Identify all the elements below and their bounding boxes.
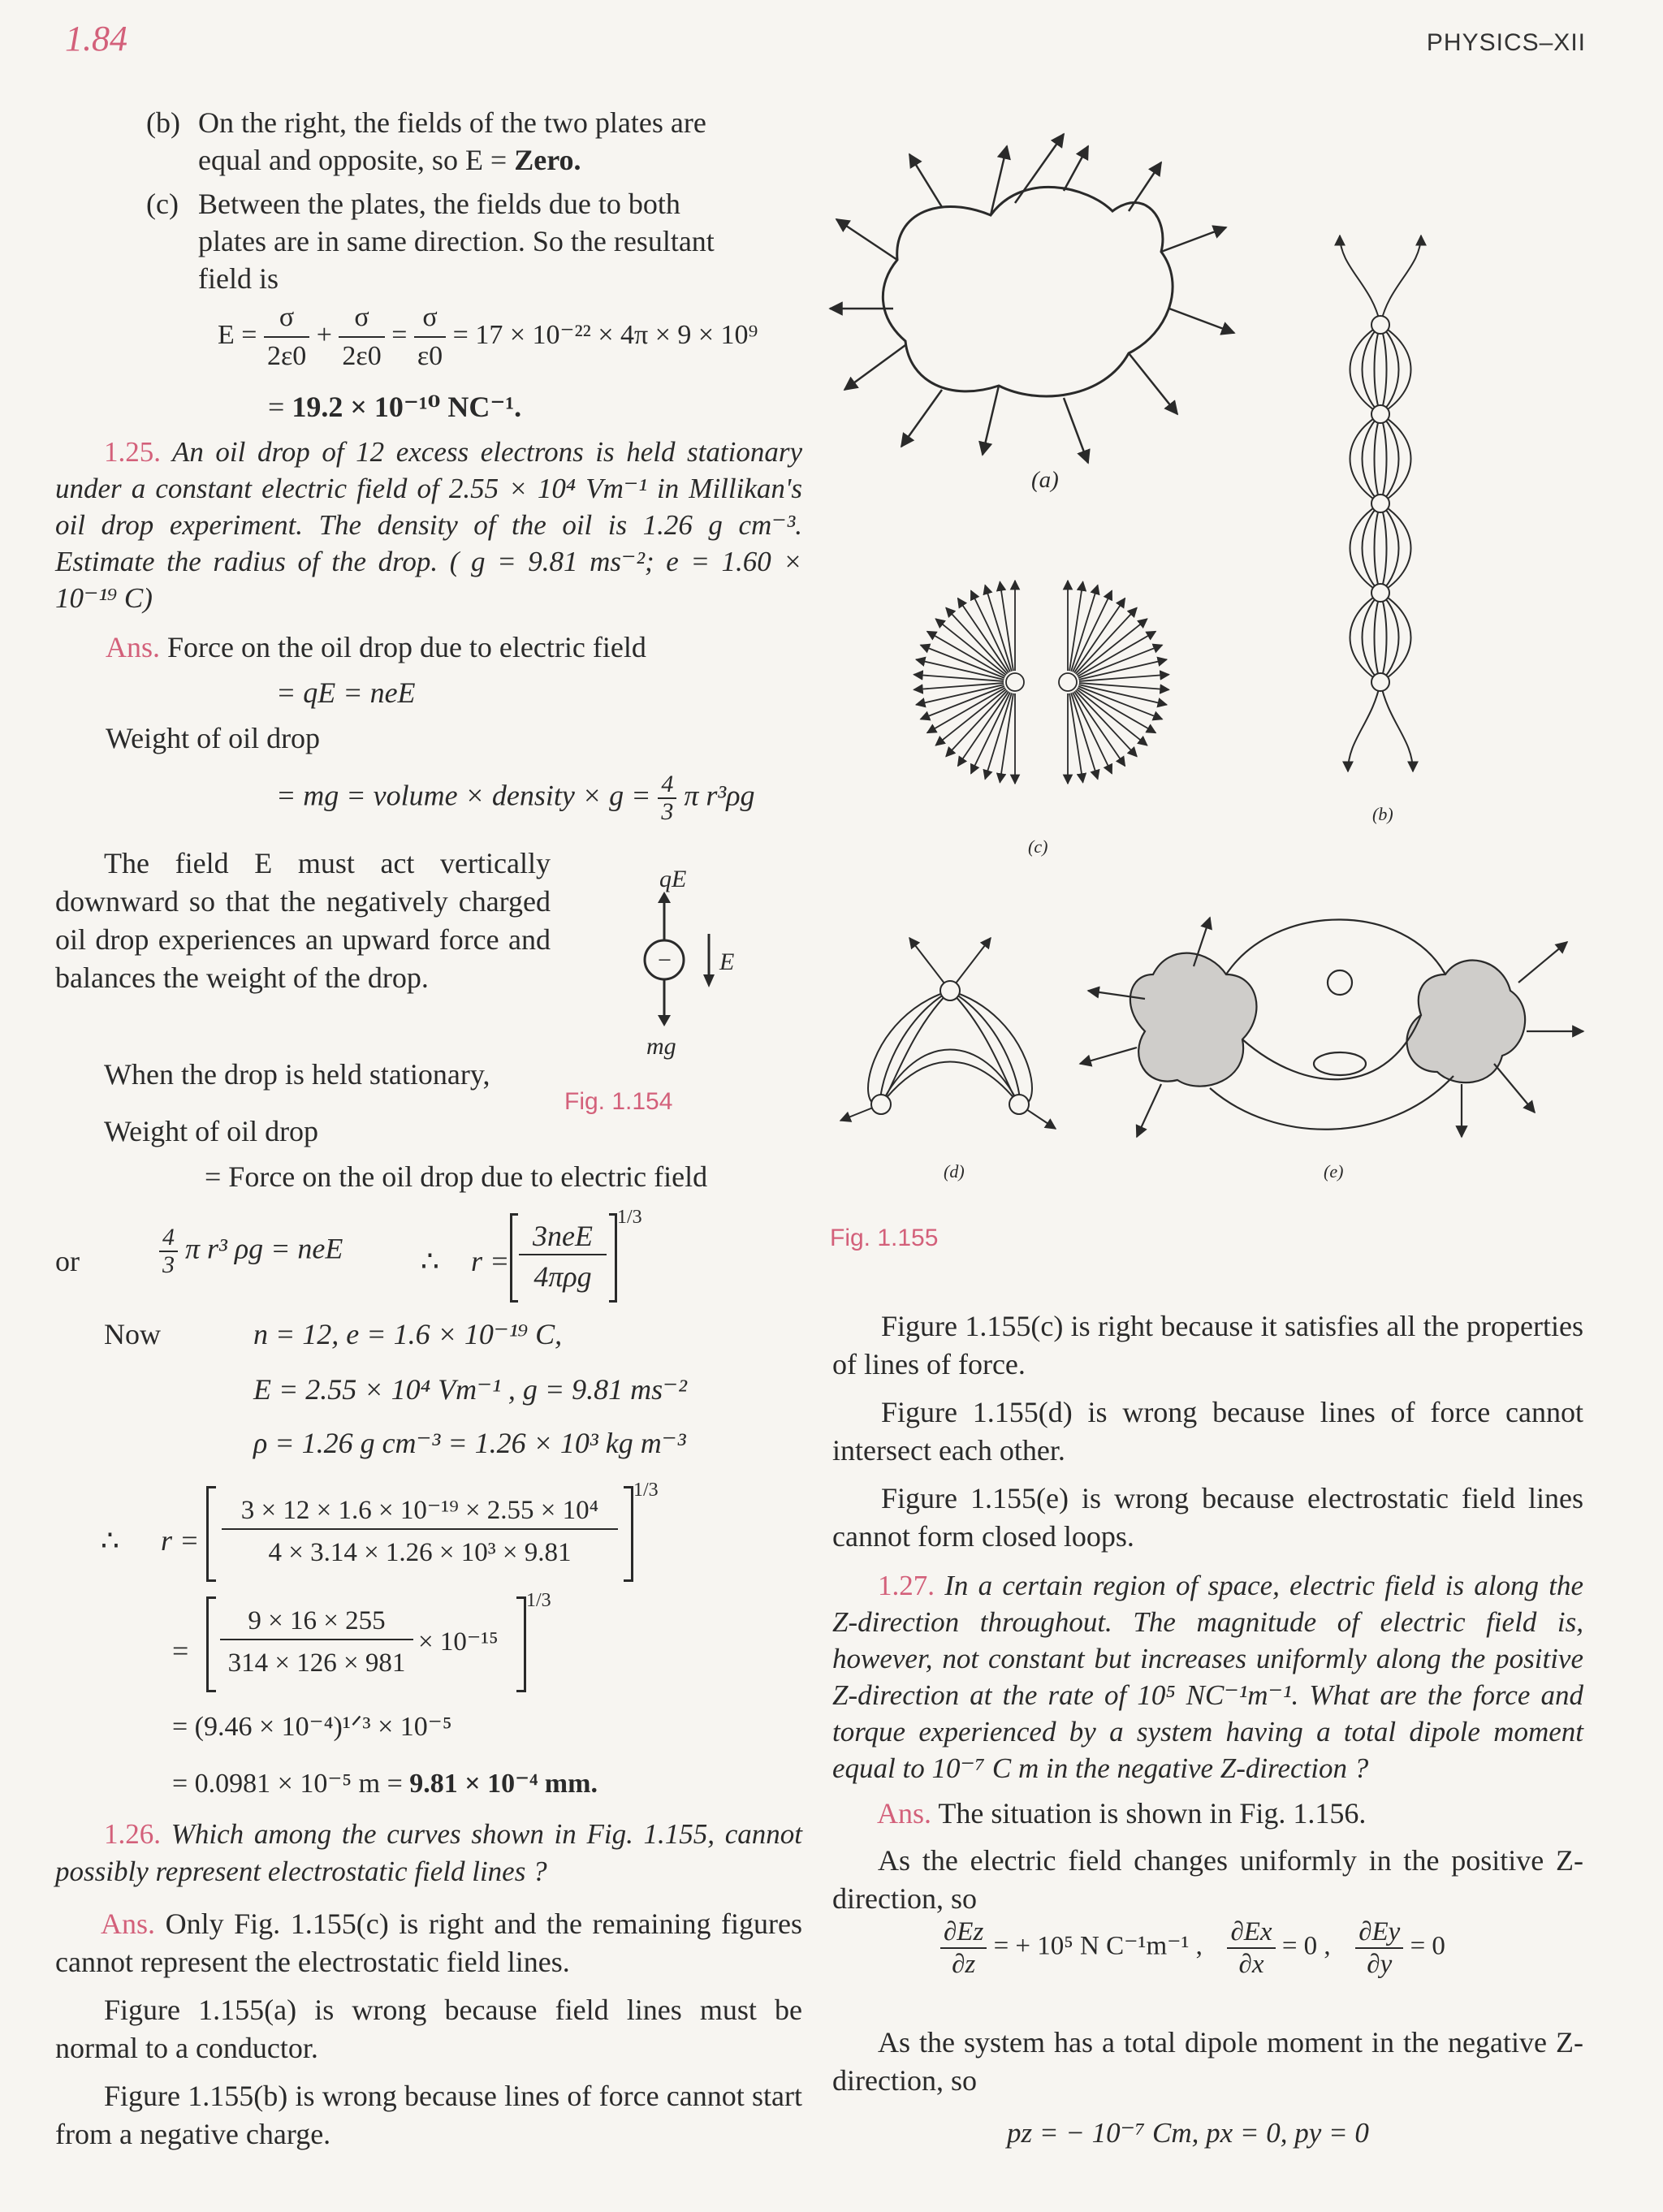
field-direction-paragraph: The field E must act vertically downward so that the negatively charged oil drop experiences an upward force and balances the weight of the drop. (55, 847, 551, 994)
caption-a: (a) (1031, 467, 1059, 493)
or-label: or (55, 1245, 80, 1277)
answer-1-27-line2: As the electric field changes uniformly in the positive Z-direction, so (832, 1844, 1583, 1915)
calc2-denominator: 314 × 126 × 981 (227, 1648, 406, 1678)
caption-e: (e) (1324, 1161, 1344, 1182)
derivative-equation: $\frac{\partial Ez}{\partial z}$ = + 10⁵ N C⁻¹m⁻¹ , $\frac{\partial Ex}{\partial x}$ = 0 , $\frac{\partial Ey}{\partial y}$ = 0 (940, 1916, 1445, 1980)
part-b-line2: equal and opposite, so E = Zero. (198, 144, 581, 176)
power-one-third: 1/3 (617, 1207, 642, 1228)
field-line (1069, 693, 1083, 783)
calc2-power: 1/3 (526, 1590, 551, 1611)
label-E: E (719, 948, 735, 975)
calc4-line: = 0.0981 × 10⁻⁵ m = 9.81 × 10⁻⁴ mm. (172, 1769, 598, 1799)
field-line (1079, 675, 1169, 681)
bracket-calc2 (206, 1596, 526, 1692)
figure-1-154 (617, 861, 747, 1072)
bracket-calc1 (206, 1486, 633, 1582)
weight-line: Weight of oil drop (104, 1115, 319, 1147)
field-line (1076, 607, 1137, 673)
part-c-line2: plates are in same direction. So the resultant (198, 225, 715, 257)
minus-sign: − (658, 947, 672, 974)
r-denominator: 4πρg (533, 1260, 592, 1293)
now-label: Now (104, 1318, 161, 1350)
given-values-line2: E = 2.55 × 10⁴ Vm⁻¹ , g = 9.81 ms⁻² (253, 1373, 687, 1406)
stationary-line: When the drop is held stationary, (104, 1058, 490, 1091)
equation-field-result: = 19.2 × 10⁻¹⁰ NC⁻¹. (268, 391, 522, 423)
field-line (914, 683, 1004, 689)
figure-155a (830, 134, 1234, 493)
field-line (1069, 581, 1083, 671)
question-1-27: 1.27. In a certain region of space, electric field is along the Z-direction throughout. The magnitude of electric field is, however, not constant but increases uniformly along the positive Z-direction at the rate of 10⁵ NC⁻¹m⁻¹. What are the force and torque experienced by a system having a total dipole moment equal to 10⁻⁷ C m in the negative Z-direction ? (832, 1570, 1583, 1784)
caption-d: (d) (944, 1161, 965, 1182)
equation-field: E = $\frac{\sigma}{2\varepsilon 0}$ + $\frac{\sigma}{2\varepsilon 0}$ = $\frac{\sigma}{\varepsilon 0}$ = 17 × 10⁻²² × 4π × 9 × 10⁹ (218, 299, 758, 375)
running-title: PHYSICS–XII (1426, 29, 1586, 56)
figure-1-154-label: Fig. 1.154 (564, 1088, 673, 1115)
label-qE: qE (659, 866, 687, 892)
calc2-equals: = (172, 1635, 189, 1667)
figure-e-explanation: Figure 1.155(e) is wrong because electrostatic field lines cannot form closed loops. (832, 1482, 1583, 1553)
page-number: 1.84 (65, 19, 127, 58)
question-1-25: 1.25. An oil drop of 12 excess electrons is held stationary under a constant electric field of 2.55 × 10⁴ Vm⁻¹ in Millikan's oil drop experiment. The density of the oil is 1.26 g cm⁻³. Estimate the radius of the drop. ( g = 9.81 ms⁻²; e = 1.60 × 10⁻¹⁹ C) (55, 436, 802, 614)
answer-1-25-line1: Ans. Force on the oil drop due to electric field (106, 631, 646, 663)
dipole-components: pz = − 10⁻⁷ Cm, px = 0, py = 0 (1007, 2117, 1369, 2149)
figure-1-155-label: Fig. 1.155 (830, 1225, 939, 1251)
figure-155c (914, 581, 1168, 857)
calc1-power: 1/3 (633, 1480, 659, 1501)
figure-b-explanation: Figure 1.155(b) is wrong because lines of force cannot start from a negative charge. (55, 2080, 802, 2150)
figure-155d (840, 938, 1056, 1182)
part-c-label: (c) (146, 188, 179, 220)
caption-b: (b) (1372, 804, 1393, 824)
r-numerator: 3neE (519, 1218, 607, 1255)
label-mg: mg (646, 1033, 676, 1060)
answer-1-25-line3: Weight of oil drop (106, 722, 321, 754)
field-line (921, 645, 1004, 678)
field-line (946, 607, 1007, 673)
figure-c-explanation: Figure 1.155(c) is right because it satisfies all the properties of lines of force. (832, 1310, 1583, 1380)
force-equality-line: = Force on the oil drop due to electric field (205, 1160, 708, 1193)
answer-1-27-line3: As the system has a total dipole moment in the negative Z-direction, so (832, 2026, 1583, 2097)
calc1-numerator: 3 × 12 × 1.6 × 10⁻¹⁹ × 2.55 × 10⁴ (222, 1493, 618, 1530)
field-line (1000, 693, 1013, 783)
answer-1-26: Ans. Only Fig. 1.155(c) is right and the remaining figures cannot represent the electrostatic field lines. (55, 1907, 803, 1978)
part-b-label: (b) (146, 106, 180, 139)
figure-d-explanation: Figure 1.155(d) is wrong because lines of force cannot intersect each other. (832, 1396, 1583, 1467)
given-values-line1: n = 12, e = 1.6 × 10⁻¹⁹ C, (253, 1318, 563, 1350)
part-b-line1: On the right, the fields of the two plates are (198, 106, 706, 139)
given-values-line3: ρ = 1.26 g cm⁻³ = 1.26 × 10³ kg m⁻³ (253, 1427, 686, 1459)
field-line (1079, 683, 1169, 689)
calc1-denominator: 4 × 3.14 × 1.26 × 10³ × 9.81 (268, 1538, 572, 1567)
field-line (1000, 581, 1013, 671)
part-c-line1: Between the plates, the fields due to both (198, 188, 680, 220)
field-line (1078, 645, 1162, 678)
therefore-symbol-2: ∴ (101, 1524, 119, 1557)
figure-1-155 (820, 122, 1648, 1202)
answer-1-27-line1: Ans. The situation is shown in Fig. 1.156. (877, 1797, 1367, 1830)
answer-1-25-line4: = mg = volume × density × g = $\frac{4}{3}$ π r³ρg (276, 771, 755, 825)
calc2-numerator: 9 × 16 × 255 (220, 1603, 413, 1640)
question-1-26: 1.26. Which among the curves shown in Fig. 1.155, cannot possibly represent electrostatic field lines ? (55, 1818, 802, 1887)
part-c-line3: field is (198, 262, 279, 295)
r-equals-2: r = (161, 1524, 200, 1557)
caption-c: (c) (1028, 836, 1048, 857)
question-number: 1.25. (104, 436, 161, 468)
equation-balance: $\frac{4}{3}$ π r³ ρg = neE (159, 1225, 343, 1278)
figure-155b (1340, 235, 1421, 824)
bracket-r (510, 1213, 617, 1303)
field-line (921, 686, 1004, 719)
field-line (914, 675, 1004, 681)
calc2-multiplier: × 10⁻¹⁵ (418, 1627, 499, 1657)
field-line (1076, 690, 1137, 756)
answer-1-25-line2: = qE = neE (276, 676, 416, 709)
figure-155e (1080, 918, 1583, 1182)
calc3-line: = (9.46 × 10⁻⁴)¹ᐟ³ × 10⁻⁵ (172, 1712, 452, 1742)
figure-a-explanation: Figure 1.155(a) is wrong because field lines must be normal to a conductor. (55, 1994, 802, 2064)
therefore-symbol: ∴ (421, 1245, 439, 1277)
r-equals: r = (471, 1245, 510, 1277)
field-line (1078, 686, 1162, 719)
field-line (946, 690, 1007, 756)
